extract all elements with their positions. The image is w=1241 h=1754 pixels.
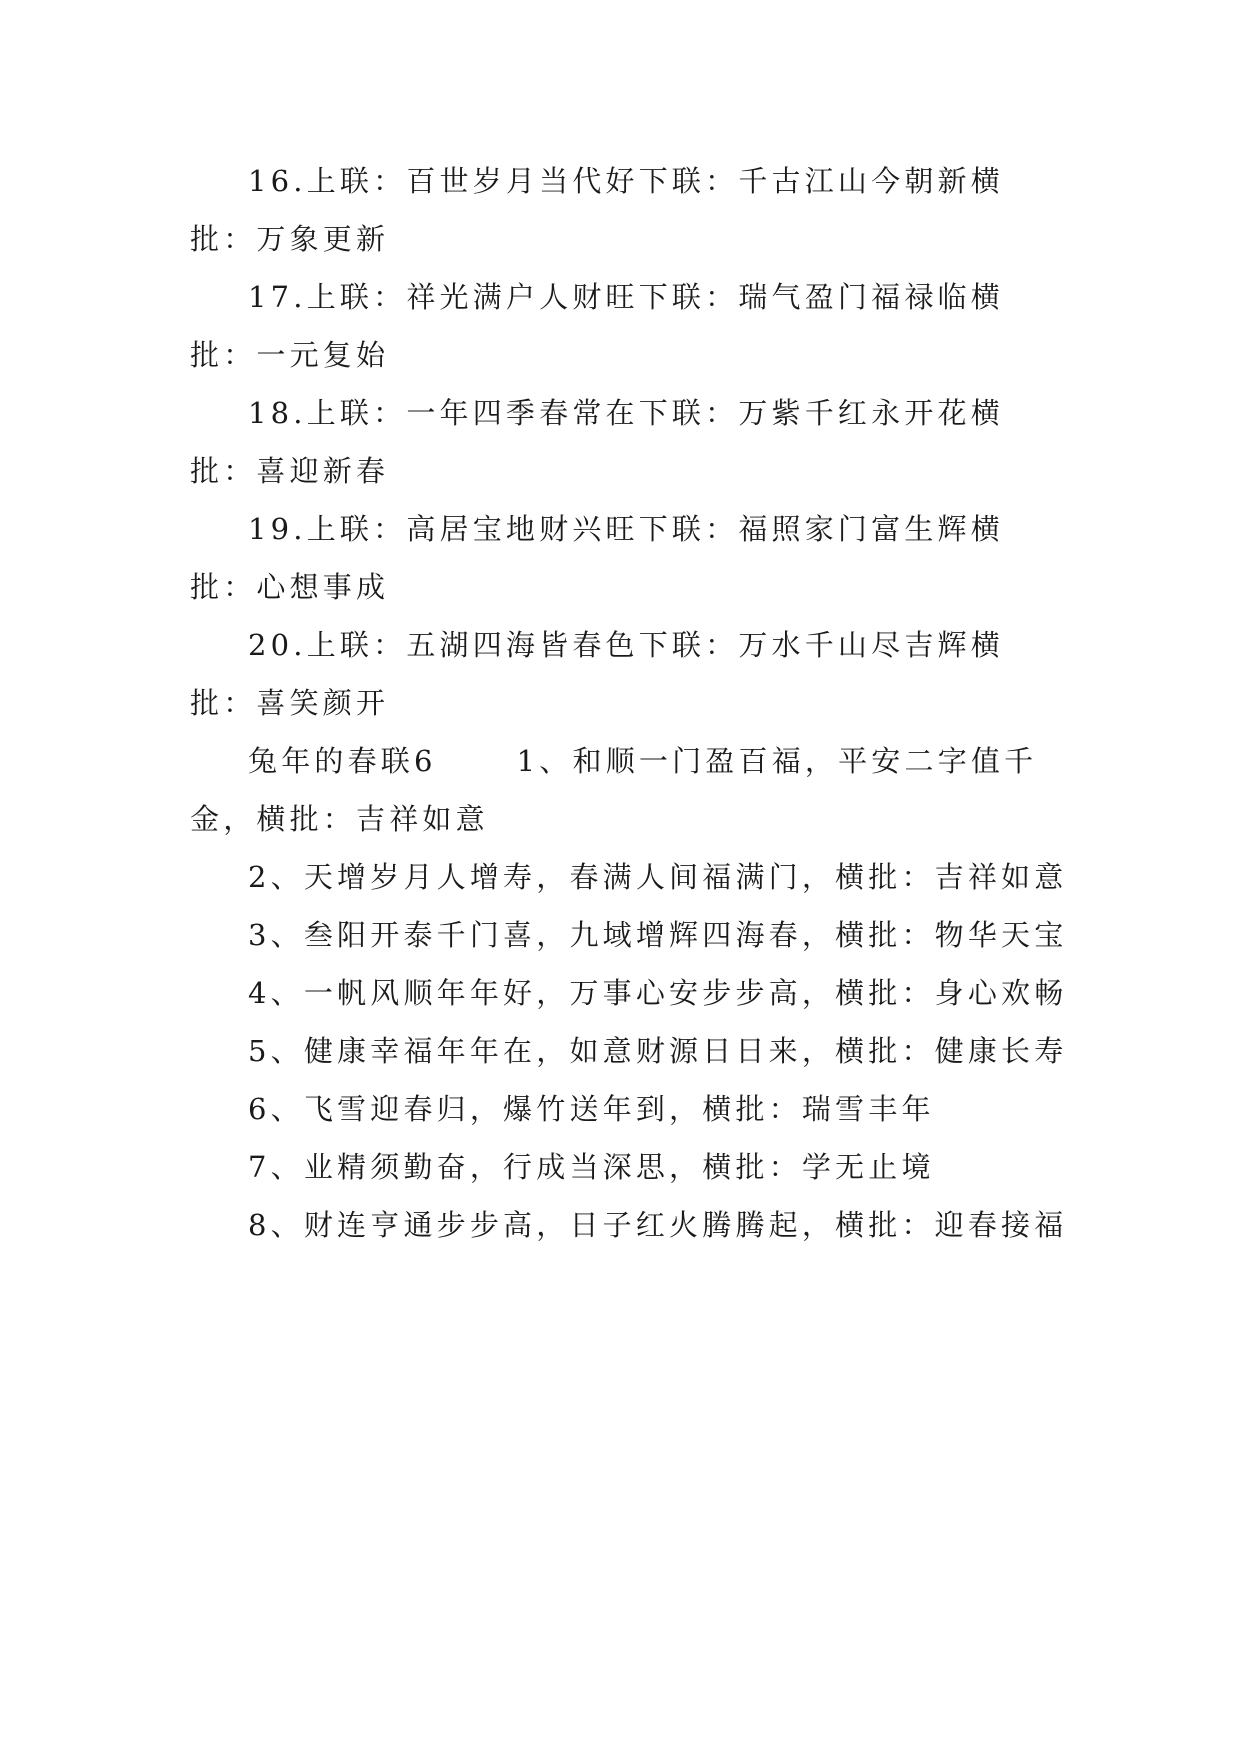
couplet-paragraph-20: 20.上联：五湖四海皆春色下联：万水千山尽吉辉横批：喜笑颜开 (190, 628, 1004, 720)
couplet-item-3: 3、叁阳开泰千门喜，九域增辉四海春，横批：物华天宝 (248, 918, 1068, 952)
couplet-paragraph-19: 19.上联：高居宝地财兴旺下联：福照家门富生辉横批：心想事成 (190, 512, 1004, 604)
couplet-item-2: 2、天增岁月人增寿，春满人间福满门，横批：吉祥如意 (248, 860, 1068, 894)
couplet-paragraph-18: 18.上联：一年四季春常在下联：万紫千红永开花横批：喜迎新春 (190, 396, 1004, 488)
document-body (190, 152, 1070, 1254)
couplet-item-8: 8、财连亨通步步高，日子红火腾腾起，横批：迎春接福 (248, 1208, 1068, 1242)
couplet-paragraph-16: 16.上联：百世岁月当代好下联：千古江山今朝新横批：万象更新 (190, 164, 1004, 256)
couplet-item-7: 7、业精须勤奋，行成当深思，横批：学无止境 (248, 1150, 935, 1184)
section-paragraph (190, 732, 1070, 848)
couplet-item-5: 5、健康幸福年年在，如意财源日日来，横批：健康长寿 (248, 1034, 1068, 1068)
couplet-paragraph-17: 17.上联：祥光满户人财旺下联：瑞气盈门福禄临横批：一元复始 (190, 280, 1004, 372)
couplet-item-6: 6、飞雪迎春归，爆竹送年到，横批：瑞雪丰年 (248, 1092, 935, 1126)
couplet-item-1: 1、和顺一门盈百福，平安二字值千金，横批：吉祥如意 (190, 744, 1038, 836)
couplet-item-4: 4、一帆风顺年年好，万事心安步步高，横批：身心欢畅 (248, 976, 1068, 1010)
section-heading: 兔年的春联6 (248, 744, 437, 778)
